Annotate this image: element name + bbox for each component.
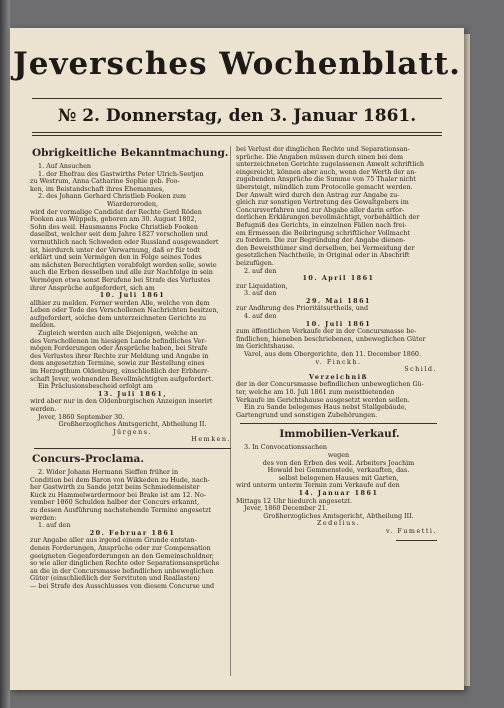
text-line: Befugniß des Gerichts, in einzelnen Fällen nach frei- xyxy=(236,220,407,229)
book-spine xyxy=(0,0,10,708)
date-line: 10. Juli 1861 xyxy=(305,319,372,328)
text-line: auch die Erben desselben und alle zur Nachfolge in sein xyxy=(30,268,213,277)
text-line: her Gastwirth zu Sande jetzt beim Schmiedemeister xyxy=(30,483,200,492)
text-line: zu Westrum, Anna Catharine Sophie geb. Foo- xyxy=(30,177,180,186)
text-line: Fooken aus Wüppels, geboren am 30. August 1802, xyxy=(30,215,197,224)
text-line: 3. auf den xyxy=(244,289,277,298)
section-rule xyxy=(240,423,437,424)
page-edge xyxy=(464,34,470,686)
text-line: zum öffentlichen Verkaufe der in der Concursmasse be- xyxy=(236,327,417,336)
date-line: 10. April 1861 xyxy=(302,274,375,283)
text-line: 1. der Ehefrau des Gastwirths Peter Ulrich-Seetjen xyxy=(38,169,204,178)
text-line: Ein Präclusionsbescheid erfolgt am xyxy=(38,382,153,391)
text-line: im Gerichtshause. xyxy=(236,342,295,351)
text-line: Großherzogliches Amtsgericht, Abtheilung III. xyxy=(263,511,414,520)
text-line: Zugleich werden auch alle Diejenigen, welche an xyxy=(38,329,198,338)
text-line: Condition bei dem Baron von Wikkeden zu Hude, nach- xyxy=(30,475,210,484)
text-line: derlichen Erklärungen bevollmächtigt, vorbehältlich der xyxy=(236,213,420,222)
text-line: vermuthlich nach Schweden oder Russland ausgewandert xyxy=(30,237,219,246)
text-line: 3. In Convocationssachen xyxy=(244,443,328,452)
date-line: 10. Juli 1861 xyxy=(99,291,166,300)
text-line: so wie aller dinglichen Rechte oder Separationsansprüche xyxy=(30,559,220,568)
masthead-title: Jeversches Wochenblatt. xyxy=(13,46,461,82)
text-line: bei Verlust der dinglichen Rechte und Separationsan- xyxy=(236,146,410,153)
text-line: Jever, 1860 December 21. xyxy=(244,504,328,513)
text-line: Leben oder Tode des Verschollenen Nachrichten besitzen, xyxy=(30,306,219,315)
text-line: erklärt und sein Vermögen den in Folge seines Todes xyxy=(30,253,202,262)
text-line: eingereicht, können aber auch, wenn der Werth der an- xyxy=(236,167,417,176)
text-line: sprüche. Die Angaben müssen durch einen bei dem xyxy=(236,152,404,161)
text-line: 4. auf den xyxy=(244,312,277,321)
masthead-rule-top xyxy=(32,98,442,99)
issue-line: № 2. Donnerstag, den 3. Januar 1861. xyxy=(57,106,417,126)
text-line: daselbst, welcher seit dem Jahre 1827 verschollen und xyxy=(30,230,208,239)
text-line: wird unterm unterm Termin zum Verkaufe auf den xyxy=(236,481,400,490)
text-line: dem angesetzten Termine, sowie zur Bestellung eines xyxy=(30,359,205,368)
text-line: ihrer Ansprüche aufgefordert, sich am xyxy=(30,283,155,292)
text-line: 2. des Johann Gerhard Christlieb Fooken zum xyxy=(38,192,187,201)
text-line: des Verlustes ihrer Rechte zur Meldung und Angabe in xyxy=(30,351,209,360)
text-line: aufgefordert, solche dem unterzeichneten Gerichte zu xyxy=(30,313,207,322)
text-line: Mittags 12 Uhr hiedurch angesetzt. xyxy=(236,496,353,505)
signature: v. Finckh. xyxy=(315,357,362,366)
section-rule xyxy=(396,540,437,541)
text-line: am nächsten Berechtigten verabfolgt werden solle, sowie xyxy=(30,260,217,269)
masthead-rule-bottom xyxy=(32,132,442,133)
text-line: Kuck zu Hammelwardermoor bei Brake ist am 12. No- xyxy=(30,490,206,499)
text-line: beizufügen. xyxy=(236,258,274,267)
signature: Jürgens. xyxy=(112,427,153,436)
text-line: werden. xyxy=(30,405,57,413)
text-line: ist, hierdurch unter der Verwarnung, daß er für todt xyxy=(30,245,200,254)
signature: Schild. xyxy=(404,365,437,374)
text-line: übersteigt, mündlich zum Protocolle gemacht werden. xyxy=(236,182,413,191)
text-line: an die in der Concursmasse befindlichen unbeweglichen xyxy=(30,566,214,575)
text-line: geeigneten Gegenforderungen an den Gemeinschuldner, xyxy=(30,551,214,560)
text-line: Varel, aus dem Obergerichte, den 11. December 1860. xyxy=(244,350,422,359)
notice-title: Obrigkeitliche Bekanntmachung. xyxy=(32,147,229,159)
text-line: Verkaufe im Gerichtshause ausgesetzt werden sollen. xyxy=(236,395,410,404)
text-line: 1. Auf Ansuchen xyxy=(38,162,91,170)
court-name: Großherzogliches Amtsgericht, Abtheilung II. xyxy=(58,420,207,429)
text-line: zu fordern. Die zur Begründung der Angabe dienen- xyxy=(236,236,406,245)
place-date: Jever, 1860 September 30. xyxy=(38,412,125,421)
newspaper-page xyxy=(10,28,464,690)
text-line: em Ermessen die Beibringung schriftlicher Vollmacht xyxy=(236,228,410,237)
text-line: zur Angabe aller aus irgend einem Grunde entstan- xyxy=(30,536,197,545)
right-column xyxy=(236,146,441,686)
text-line: Vermögen etwa sonst Berufene bei Strafe des Verlustes xyxy=(30,275,211,284)
date-line: 29. Mai 1861 xyxy=(306,296,371,305)
text-line: 2. auf den xyxy=(244,266,277,275)
text-line: selbst belegenen Hauses mit Garten, xyxy=(278,473,399,482)
date-line: 13. Juli 1861, xyxy=(97,389,168,398)
text-line: Güter (einschließlich der Servituten und Reallasten) xyxy=(30,574,200,583)
text-line: zur Andhrung des Prioritätsurtheils, und xyxy=(236,304,369,313)
text-line: gleich zur sonstigen Vertretung des Gewaltgebers im xyxy=(236,198,409,207)
left-column xyxy=(30,146,235,686)
text-line: zu dessen Ausführung nachstehende Termine angesetzt xyxy=(30,505,212,514)
text-line: des Verschollenen im hiesigen Lande befindliches Ver- xyxy=(30,336,207,345)
signature: v. Fumetti. xyxy=(385,526,437,535)
text-line: schaft Jever, wohnenden Bevollmächtigten aufgefordert. xyxy=(30,374,214,383)
list-title: Verzeichniß xyxy=(309,372,368,381)
text-line: wird der vormalige Candidat der Rechte Gerd Röden xyxy=(30,207,202,216)
text-line: gesetzlichen Nachtheile, in Original oder in Abschrift xyxy=(236,251,410,260)
text-line: denen Forderungen, Ansprüche oder zur Compensation xyxy=(30,543,211,552)
text-line: findlichen, hieneben beschriebenen, unbeweglichen Güter xyxy=(236,334,426,343)
text-line: — bei Strafe des Ausschlusses von diesem Concurse und xyxy=(30,581,215,590)
text-line: Wiarderoroden, xyxy=(106,199,159,208)
text-line: werden: xyxy=(30,513,57,522)
section-rule xyxy=(34,448,231,449)
text-line: unterzeichneten Gerichte zugelassenen Anwalt schriftlich xyxy=(236,160,425,169)
signature: Zedelius. xyxy=(316,519,361,528)
text-line: den Beweisthümer sind derselben, bei Vermeidung der xyxy=(236,243,415,252)
date-line: 14. Januar 1861 xyxy=(298,488,379,497)
text-line: Der Anwalt wird durch den Antrag zur Angabe zu- xyxy=(236,190,400,199)
text-line: melden. xyxy=(30,321,56,330)
text-line: zur Liquidation, xyxy=(236,281,288,290)
text-line: mögen Forderungen oder Ansprüche haben, bei Strafe xyxy=(30,344,208,353)
text-line: Howald bei Gemmenstede, verkauften, das. xyxy=(267,466,410,475)
text-line: vember 1860 Schulden halber der Concurs erkannt, xyxy=(30,498,200,507)
text-line: wegen xyxy=(327,450,350,459)
concurs-title: Concurs-Proclama. xyxy=(32,452,145,465)
text-line: 2. Wider Johann Hermann Sieffen früher in xyxy=(38,467,179,476)
masthead-rule-bottom-2 xyxy=(32,135,442,136)
text-line: Ein zu Sande belegenes Haus nebst Stallgebäude, xyxy=(244,403,407,412)
notice-body xyxy=(30,163,235,444)
text-line: Sohn des weil. Hausmanns Focke Christlieb Fooken xyxy=(30,222,198,231)
text-line: zugebenden Ansprüche die Summe von 75 Thaler nicht xyxy=(236,175,416,184)
text-line: Gartengrund und sonstigen Zubehörungen. xyxy=(236,410,378,419)
signature: Hemken. xyxy=(191,435,231,444)
text-line: im Herzogthum Oldenburg, einschließlich der Erbherr- xyxy=(30,367,210,376)
text-line: wird aber nur in den Oldenburgischen Anzeigen inserirt xyxy=(30,397,213,406)
text-line: Concursverfahren und zur Abgabe aller darin erfor- xyxy=(236,205,405,214)
text-line: ken, im Beistandschaft ihres Ehemannes, xyxy=(30,184,165,193)
text-line: allhier zu melden. Ferner werden Alle, welche von dem xyxy=(30,298,210,307)
text-line: ter, welche am 10. Juli 1861 zum meistbietenden xyxy=(236,388,395,396)
text-line: der in der Concursmasse befindlichen unbeweglichen Gü- xyxy=(236,380,424,389)
text-line: 1. auf den xyxy=(38,521,71,530)
sale-title: Immobilien-Verkauf. xyxy=(279,428,400,441)
date-line: 20. Februar 1861 xyxy=(89,528,176,537)
text-line: des von den Erben des weil. Arbeiters Joachim xyxy=(262,458,415,467)
concurs-body xyxy=(30,469,235,591)
